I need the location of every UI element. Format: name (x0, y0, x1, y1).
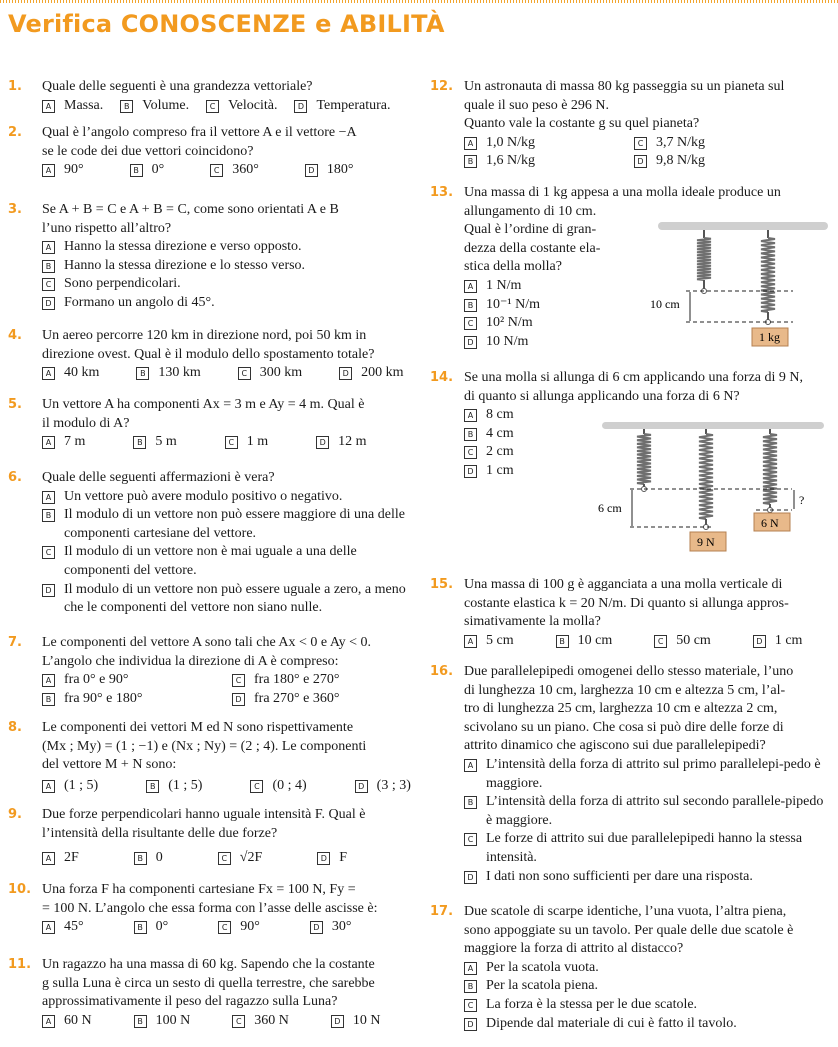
option-b[interactable]: B 100 N (134, 1012, 191, 1031)
option-d[interactable]: D 10 N/m (464, 333, 830, 352)
unknown-label: ? (799, 493, 805, 507)
option-letter: A (42, 367, 55, 380)
option-b[interactable]: B 0 (134, 849, 163, 868)
question-stem: Le componenti dei vettori M ed N sono rispettivamente (Mx ; My) = (1 ; −1) e (Nx ; Ny) = (2 ; 4). Le componenti del vettore M + N sono: (42, 720, 367, 773)
option-a[interactable]: A 5 cm (464, 632, 514, 651)
option-letter: D (355, 780, 368, 793)
question-stem: Se una molla si allunga di 6 cm applicando una forza di 9 N, di quanto si allunga applicando una forza di 6 N? (464, 370, 804, 404)
spring-unloaded (637, 429, 651, 492)
question-stem: Una forza F ha componenti cartesiane Fx = 100 N, Fy = = 100 N. L’angolo che essa forma con l’asse delle ascisse è: (42, 882, 378, 916)
option-letter: C (225, 436, 238, 449)
ceiling-bar (602, 422, 824, 429)
option-letter: B (464, 155, 477, 168)
option-a[interactable]: A (1 ; 5) (42, 777, 98, 796)
option-a[interactable]: A 2F (42, 849, 79, 868)
option-letter: B (134, 852, 147, 865)
question-number: 5. (8, 397, 22, 412)
option-letter: C (206, 100, 219, 113)
option-letter: C (250, 780, 263, 793)
question-number: 1. (8, 79, 22, 94)
option-b[interactable]: B Il modulo di un vettore non può essere maggiore di una delle componenti cartesiane del vettore. (42, 506, 408, 543)
option-letter: A (42, 780, 55, 793)
option-letter: A (42, 164, 55, 177)
force-label-9n: 9 N (697, 535, 715, 549)
option-b[interactable]: B 0° (134, 918, 169, 937)
option-letter: A (464, 280, 477, 293)
length-label: 6 cm (598, 501, 622, 515)
question-number: 8. (8, 720, 22, 735)
option-a[interactable]: A Massa. (42, 97, 103, 116)
option-a[interactable]: A fra 0° e 90° (42, 671, 226, 690)
question-stem: Un ragazzo ha una massa di 60 kg. Sapendo che la costante g sulla Luna è circa un sesto di quella terrestre, che sarebbe approssimativamente il peso del ragazzo sulla Luna? (42, 957, 375, 1010)
option-c[interactable]: C 360 N (232, 1012, 289, 1031)
option-letter: A (42, 921, 55, 934)
question-17 (430, 903, 830, 1033)
option-letter: C (210, 164, 223, 177)
option-a[interactable]: A 1,0 N/kg (464, 134, 628, 153)
option-c[interactable]: C √2F (218, 849, 262, 868)
option-letter: D (305, 164, 318, 177)
option-letter: C (42, 278, 55, 291)
option-c[interactable]: C Sono perpendicolari. (42, 275, 408, 294)
option-a[interactable]: A 1 N/m (464, 277, 830, 296)
question-stem: Due forze perpendicolari hanno uguale intensità F. Qual è l’intensità della risultante delle due forze? (42, 807, 366, 841)
option-d[interactable]: D I dati non sono sufficienti per dare una risposta. (464, 868, 830, 887)
option-letter: B (130, 164, 143, 177)
option-b[interactable]: B 1,6 N/kg (464, 152, 628, 171)
question-11 (8, 956, 408, 1036)
option-a[interactable]: A L’intensità della forza di attrito sul primo parallelepi-pedo è maggiore. (464, 756, 830, 793)
length-label: 10 cm (650, 297, 680, 311)
question-number: 3. (8, 202, 22, 217)
question-12 (430, 78, 830, 184)
option-c[interactable]: C La forza è la stessa per le due scatole. (464, 996, 830, 1015)
option-c[interactable]: C (0 ; 4) (250, 777, 306, 796)
question-number: 15. (430, 577, 454, 592)
left-column (8, 78, 411, 1036)
option-letter: C (42, 546, 55, 559)
option-letter: D (42, 297, 55, 310)
question-8 (8, 719, 411, 806)
option-b[interactable]: B fra 90° e 180° (42, 690, 226, 709)
option-letter: D (316, 436, 329, 449)
option-letter: C (654, 635, 667, 648)
option-letter: A (464, 759, 477, 772)
question-number: 10. (8, 882, 32, 897)
option-letter: A (464, 409, 477, 422)
option-letter: B (464, 796, 477, 809)
question-stem: Un astronauta di massa 80 kg passeggia su un pianeta sul quale il suo peso è 296 N. Quanto vale la costante g su quel pianeta? (464, 79, 785, 132)
option-b[interactable]: B Hanno la stessa direzione e lo stesso verso. (42, 257, 408, 276)
option-letter: D (753, 635, 766, 648)
option-c[interactable]: C 10² N/m (464, 314, 830, 333)
page-title: Verifica CONOSCENZE e ABILITÀ (8, 10, 445, 38)
option-d[interactable]: D 1 cm (753, 632, 803, 651)
option-letter: D (634, 155, 647, 168)
spring-6n (763, 429, 777, 513)
spring-9n (699, 429, 713, 530)
option-b[interactable]: B Per la scatola piena. (464, 977, 830, 996)
option-a[interactable]: A 90° (42, 161, 84, 180)
option-letter: D (464, 871, 477, 884)
option-letter: B (42, 260, 55, 273)
option-letter: C (232, 1015, 245, 1028)
force-label-6n: 6 N (761, 516, 779, 530)
option-letter: C (634, 137, 647, 150)
option-b[interactable]: B 130 km (136, 364, 200, 383)
option-letter: C (464, 317, 477, 330)
option-d[interactable]: D 10 N (331, 1012, 381, 1031)
option-d[interactable]: D Temperatura. (294, 97, 390, 116)
question-stem: Un aereo percorre 120 km in direzione nord, poi 50 km in direzione ovest. Qual è il modulo dello spostamento totale? (42, 328, 375, 362)
option-d[interactable]: D 180° (305, 161, 354, 180)
option-letter: A (464, 635, 477, 648)
question-number: 16. (430, 664, 454, 679)
option-b[interactable]: B 10⁻¹ N/m (464, 296, 830, 315)
option-b[interactable]: B 0° (130, 161, 165, 180)
option-letter: B (464, 299, 477, 312)
option-d[interactable]: D fra 270° e 360° (232, 690, 408, 709)
option-c[interactable]: C Le forze di attrito sui due parallelepipedi hanno la stessa intensità. (464, 830, 830, 867)
question-stem: Qual è l’angolo compreso fra il vettore A e il vettore −A se le code dei due vettori coincidono? (42, 125, 357, 159)
option-letter: C (218, 852, 231, 865)
question-9 (8, 806, 408, 881)
option-a[interactable]: A 60 N (42, 1012, 92, 1031)
option-c[interactable]: C Velocità. (206, 97, 277, 116)
option-letter: D (464, 336, 477, 349)
option-letter: B (134, 921, 147, 934)
question-10 (8, 881, 408, 956)
question-number: 2. (8, 125, 22, 140)
option-letter: A (42, 674, 55, 687)
option-d[interactable]: D 1 cm (464, 462, 830, 481)
option-letter: A (464, 137, 477, 150)
question-stem: Le componenti del vettore A sono tali che Ax < 0 e Ay < 0. L’angolo che individua la direzione di A è compreso: (42, 635, 372, 669)
option-letter: B (42, 509, 55, 522)
option-c[interactable]: C 90° (218, 918, 260, 937)
option-a[interactable]: A Per la scatola vuota. (464, 959, 830, 978)
question-stem: Un vettore A ha componenti Ax = 3 m e Ay = 4 m. Qual è il modulo di A? (42, 397, 365, 431)
option-letter: B (464, 428, 477, 441)
option-a[interactable]: A Un vettore può avere modulo positivo o negativo. (42, 488, 408, 507)
option-letter: C (464, 833, 477, 846)
option-letter: B (146, 780, 159, 793)
option-c[interactable]: C 360° (210, 161, 259, 180)
option-b[interactable]: B L’intensità della forza di attrito sul secondo parallele-pipedo è maggiore. (464, 793, 830, 830)
option-letter: D (317, 852, 330, 865)
question-4 (8, 327, 408, 396)
option-letter: B (42, 693, 55, 706)
option-letter: A (42, 491, 55, 504)
question-number: 4. (8, 328, 22, 343)
option-b[interactable]: B 5 m (133, 433, 176, 452)
option-c[interactable]: C 2 cm (464, 443, 830, 462)
question-stem: Quale delle seguenti affermazioni è vera? (42, 470, 275, 485)
option-letter: A (42, 852, 55, 865)
mass-label: 1 kg (759, 330, 780, 344)
question-number: 11. (8, 957, 32, 972)
option-letter: D (294, 100, 307, 113)
question-stem: Due scatole di scarpe identiche, l’una vuota, l’altra piena, sono appoggiate su un tavolo. Per quale delle due scatole è maggiore la forza di attrito al distacco? (464, 904, 794, 957)
question-15 (430, 576, 830, 663)
question-stem: Una massa di 100 g è agganciata a una molla verticale di costante elastica k = 20 N/m. Di quanto si allunga appros- simativamente la molla? (464, 577, 789, 630)
question-stem: Una massa di 1 kg appesa a una molla ideale produce un allungamento di 10 cm. Qual è l’ordine di gran- dezza della costante ela- stica della molla? (464, 185, 781, 275)
option-letter: C (218, 921, 231, 934)
option-c[interactable]: C 1 m (225, 433, 268, 452)
question-2 (8, 124, 408, 201)
option-c[interactable]: C fra 180° e 270° (232, 671, 408, 690)
option-letter: D (42, 584, 55, 597)
option-letter: C (464, 999, 477, 1012)
option-a[interactable]: A Hanno la stessa direzione e verso opposto. (42, 238, 408, 257)
option-letter: B (556, 635, 569, 648)
question-number: 14. (430, 370, 454, 385)
spring-figure-q13 (648, 218, 830, 352)
question-stem: Quale delle seguenti è una grandezza vettoriale? (42, 79, 313, 94)
option-letter: A (42, 436, 55, 449)
option-letter: A (42, 241, 55, 254)
option-letter: B (136, 367, 149, 380)
option-letter: B (120, 100, 133, 113)
option-b[interactable]: B 10 cm (556, 632, 613, 651)
option-letter: D (464, 1018, 477, 1031)
option-letter: C (232, 674, 245, 687)
question-7 (8, 634, 408, 719)
option-d[interactable]: D 12 m (316, 433, 366, 452)
question-5 (8, 396, 408, 469)
question-1 (8, 78, 408, 124)
question-number: 12. (430, 79, 454, 94)
question-number: 9. (8, 807, 22, 822)
option-letter: D (464, 465, 477, 478)
spring-loaded (761, 230, 775, 325)
option-d[interactable]: D 9,8 N/kg (634, 152, 830, 171)
option-c[interactable]: C 50 cm (654, 632, 711, 651)
option-d[interactable]: D Il modulo di un vettore non può essere uguale a zero, a meno che le componenti del vettore non siano nulle. (42, 581, 408, 618)
option-a[interactable]: A 7 m (42, 433, 85, 452)
question-3 (8, 201, 408, 327)
option-d[interactable]: D F (317, 849, 347, 868)
question-6 (8, 469, 408, 634)
option-letter: D (232, 693, 245, 706)
option-letter: D (331, 1015, 344, 1028)
option-d[interactable]: D Dipende dal materiale di cui è fatto il tavolo. (464, 1015, 830, 1034)
ceiling-bar (658, 222, 828, 230)
option-c[interactable]: C 300 km (238, 364, 302, 383)
top-dotted-rule (0, 0, 838, 3)
option-d[interactable]: D (3 ; 3) (355, 777, 411, 796)
question-number: 6. (8, 470, 22, 485)
question-number: 7. (8, 635, 22, 650)
option-letter: C (464, 446, 477, 459)
option-a[interactable]: A 45° (42, 918, 84, 937)
question-16 (430, 663, 830, 903)
option-letter: A (42, 1015, 55, 1028)
option-b[interactable]: B (1 ; 5) (146, 777, 202, 796)
option-letter: D (310, 921, 323, 934)
option-d[interactable]: D 30° (310, 918, 352, 937)
option-letter: C (238, 367, 251, 380)
question-stem: Due parallelepipedi omogenei dello stesso materiale, l’uno di lunghezza 10 cm, larghezza 10 cm e altezza 5 cm, l’al- tro di lunghezza 25 cm, larghezza 10 cm e altezza 2 cm, scivolano su un piano. Che cosa si può dire delle forze di attrito dinamico che agiscono sui due parallelepipedi? (464, 664, 794, 754)
option-a[interactable]: A 40 km (42, 364, 99, 383)
question-number: 17. (430, 904, 454, 919)
option-letter: B (464, 980, 477, 993)
option-c[interactable]: C Il modulo di un vettore non è mai uguale a una delle componenti del vettore. (42, 543, 408, 580)
option-d[interactable]: D Formano un angolo di 45°. (42, 294, 408, 313)
spring-figure-q14 (596, 418, 830, 556)
question-stem: Se A + B = C e A + B = C, come sono orientati A e B l’uno rispetto all’altro? (42, 202, 339, 236)
option-b[interactable]: B Volume. (120, 97, 189, 116)
question-number: 13. (430, 185, 454, 200)
option-c[interactable]: C 3,7 N/kg (634, 134, 830, 153)
option-b[interactable]: B 4 cm (464, 425, 830, 444)
option-letter: B (133, 436, 146, 449)
spring-unloaded (697, 230, 711, 294)
option-letter: A (464, 962, 477, 975)
option-d[interactable]: D 200 km (339, 364, 403, 383)
option-a[interactable]: A 8 cm (464, 406, 830, 425)
option-letter: D (339, 367, 352, 380)
option-letter: B (134, 1015, 147, 1028)
option-letter: A (42, 100, 55, 113)
